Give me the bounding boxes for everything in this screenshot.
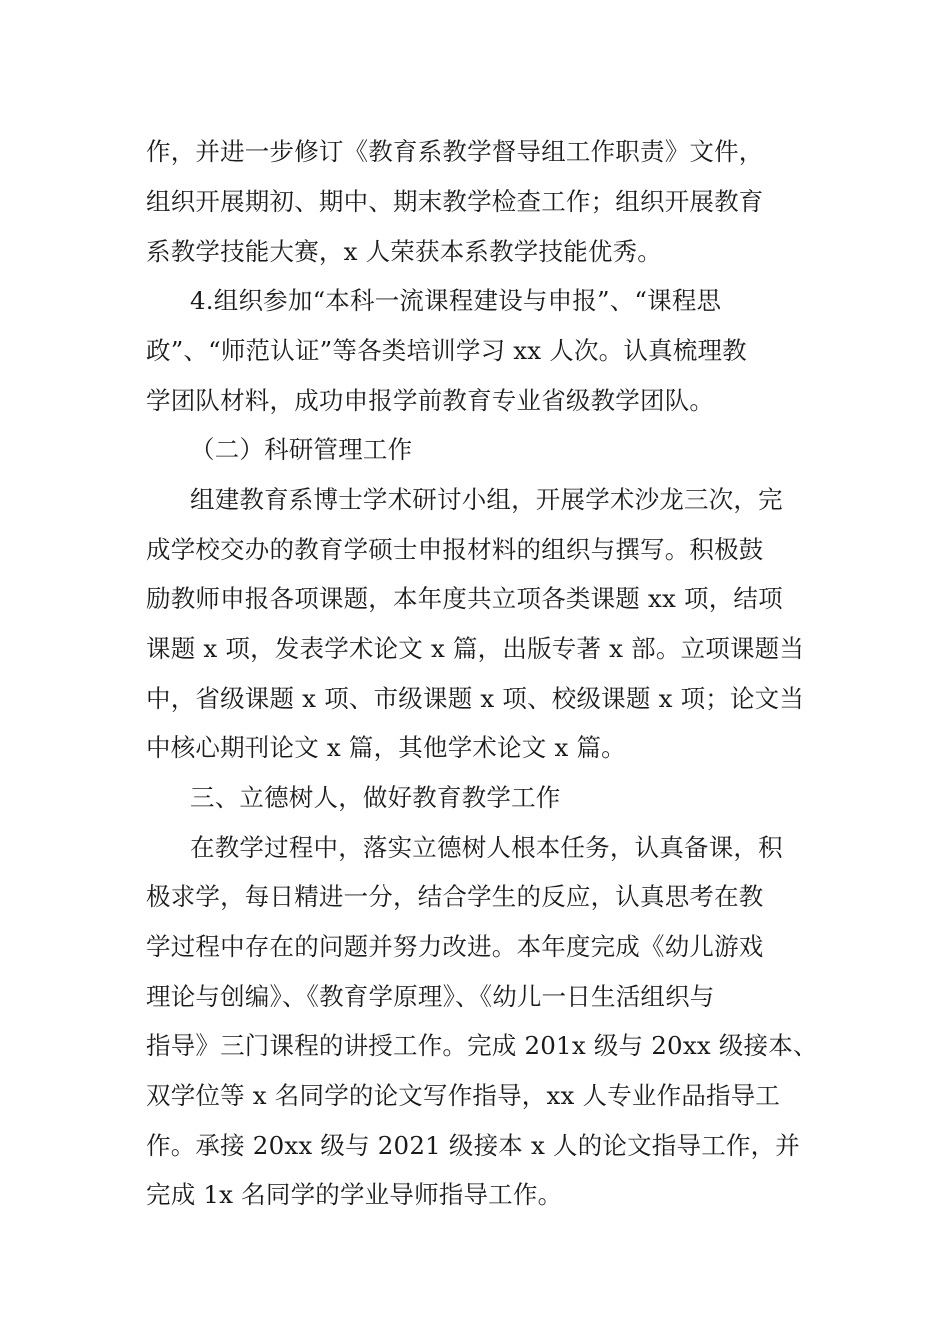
paragraph-line: 指导》三门课程的讲授工作。完成 201x 级与 20xx 级接本、: [146, 1031, 818, 1060]
paragraph-line: 在教学过程中，落实立德树人根本任务，认真备课，积: [190, 833, 783, 862]
paragraph-line: 课题 x 项，发表学术论文 x 篇，出版专著 x 部。立项课题当: [146, 634, 805, 663]
section-heading: （二）科研管理工作: [190, 435, 413, 464]
paragraph-line: 组建教育系博士学术研讨小组，开展学术沙龙三次，完: [190, 485, 783, 514]
section-heading: 三、立德树人，做好教育教学工作: [190, 783, 561, 812]
paragraph-line: 极求学，每日精进一分，结合学生的反应，认真思考在教: [146, 882, 764, 911]
paragraph-line: 作，并进一步修订《教育系教学督导组工作职责》文件，: [146, 137, 764, 166]
paragraph-line: 政”、“师范认证”等各类培训学习 xx 人次。认真梳理教: [146, 336, 747, 365]
paragraph-line: 理论与创编》、《教育学原理》、《幼儿一日生活组织与: [146, 982, 715, 1011]
paragraph-line: 4.组织参加“本科一流课程建设与申报”、“课程思: [190, 286, 722, 315]
paragraph-line: 成学校交办的教育学硕士申报材料的组织与撰写。积极鼓: [146, 535, 764, 564]
paragraph-line: 组织开展期初、期中、期末教学检查工作；组织开展教育: [146, 187, 764, 216]
paragraph-line: 系教学技能大赛，x 人荣获本系教学技能优秀。: [146, 237, 663, 266]
paragraph-line: 中核心期刊论文 x 篇，其他学术论文 x 篇。: [146, 733, 626, 762]
paragraph-line: 学过程中存在的问题并努力改进。本年度完成《幼儿游戏: [146, 932, 764, 961]
paragraph-line: 励教师申报各项课题，本年度共立项各类课题 xx 项，结项: [146, 584, 783, 613]
paragraph-line: 完成 1x 名同学的学业导师指导工作。: [146, 1180, 563, 1209]
paragraph-line: 双学位等 x 名同学的论文写作指导，xx 人专业作品指导工: [146, 1081, 781, 1110]
paragraph-line: 作。承接 20xx 级与 2021 级接本 x 人的论文指导工作，并: [146, 1131, 801, 1160]
paragraph-line: 中，省级课题 x 项、市级课题 x 项、校级课题 x 项；论文当: [146, 684, 805, 713]
paragraph-line: 学团队材料，成功申报学前教育专业省级教学团队。: [146, 386, 715, 415]
